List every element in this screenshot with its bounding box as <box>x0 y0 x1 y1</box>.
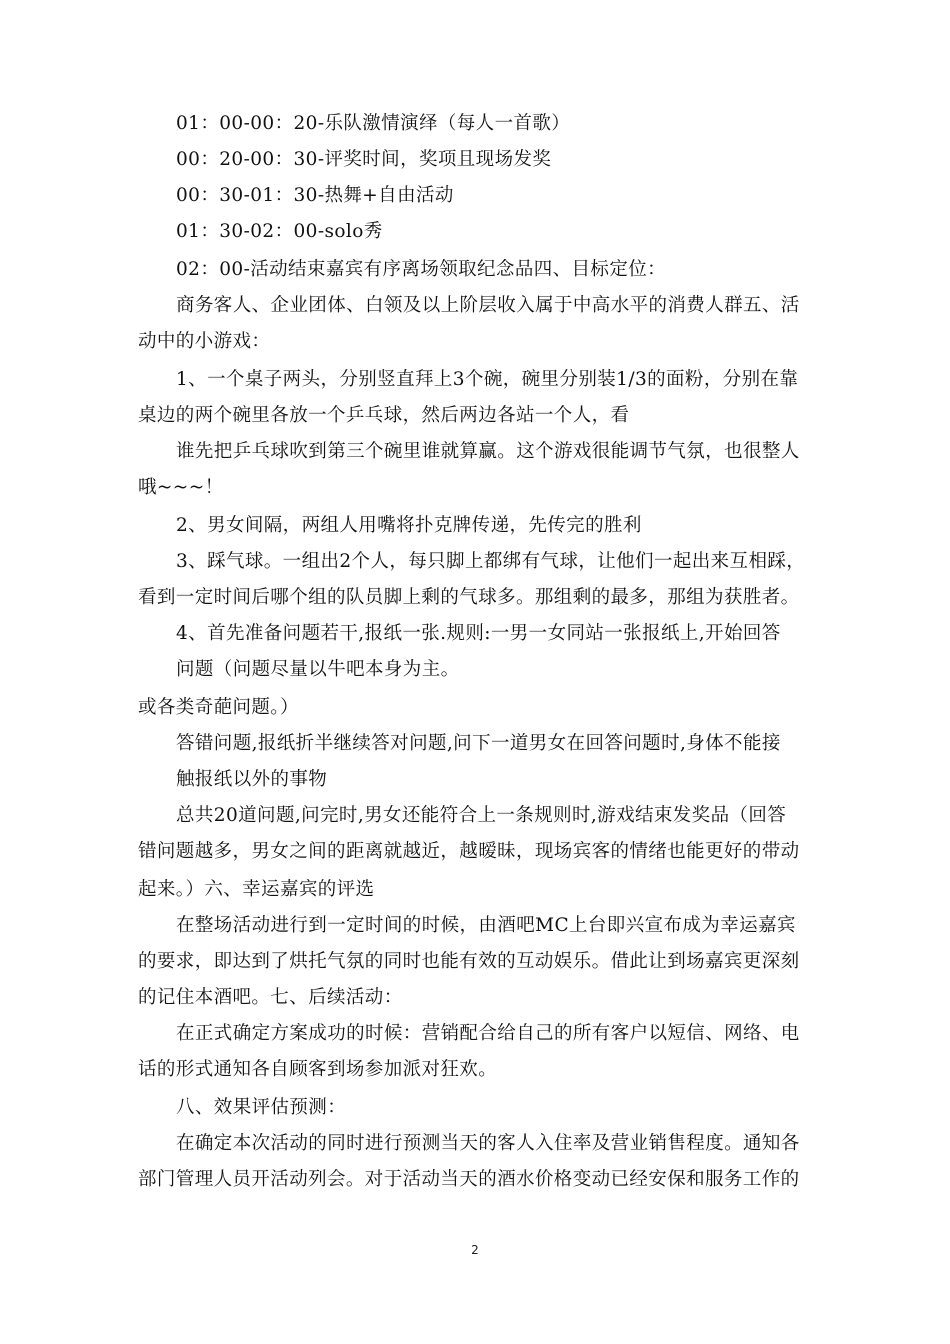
paragraph-line: 话的形式通知各自顾客到场参加派对狂欢。 <box>138 1059 498 1080</box>
paragraph-line: 起来。）六、幸运嘉宾的评选 <box>138 879 375 900</box>
paragraph-line: 在确定本次活动的同时进行预测当天的客人入住率及营业销售程度。通知各 <box>176 1133 800 1154</box>
schedule-line-awards: 00：20-00：30-评奖时间，奖项且现场发奖 <box>176 149 552 170</box>
section-heading: 八、效果评估预测： <box>176 1097 347 1118</box>
schedule-line-end: 02：00-活动结束嘉宾有序离场领取纪念品四、目标定位： <box>176 259 667 280</box>
paragraph-line: 的要求，即达到了烘托气氛的同时也能有效的互动娱乐。借此让到场嘉宾更深刻 <box>138 951 800 972</box>
paragraph-line: 部门管理人员开活动列会。对于活动当天的酒水价格变动已经安保和服务工作的 <box>138 1169 800 1190</box>
paragraph-line: 桌边的两个碗里各放一个乒乓球，然后两边各站一个人，看 <box>138 405 630 426</box>
paragraph-line: 动中的小游戏： <box>138 331 271 352</box>
paragraph-line: 答错问题,报纸折半继续答对问题,问下一道男女在回答问题时,身体不能接 <box>176 733 781 754</box>
schedule-line-dance: 00：30-01：30-热舞+自由活动 <box>176 185 454 206</box>
paragraph-line: 3、踩气球。一组出2个人，每只脚上都绑有气球，让他们一起出来互相踩， <box>176 551 806 572</box>
paragraph-line: 的记住本酒吧。七、后续活动： <box>138 987 403 1008</box>
paragraph-line: 触报纸以外的事物 <box>176 769 328 790</box>
paragraph-line: 1、一个桌子两头，分别竖直拜上3个碗，碗里分别装1/3的面粉，分别在靠 <box>176 369 799 390</box>
paragraph-line: 看到一定时间后哪个组的队员脚上剩的气球多。那组剩的最多，那组为获胜者。 <box>138 587 800 608</box>
paragraph-line: 谁先把乒乓球吹到第三个碗里谁就算赢。这个游戏很能调节气氛，也很整人 <box>176 441 800 462</box>
paragraph-line: 4、首先准备问题若干,报纸一张.规则:一男一女同站一张报纸上,开始回答 <box>176 623 781 644</box>
paragraph-line: 或各类奇葩问题。） <box>138 697 299 718</box>
paragraph-line: 问题（问题尽量以牛吧本身为主。 <box>176 659 460 680</box>
page-number: 2 <box>471 1243 479 1257</box>
paragraph-line: 在整场活动进行到一定时间的时候，由酒吧MC上台即兴宣布成为幸运嘉宾 <box>176 915 796 936</box>
schedule-line-solo: 01：30-02：00-solo秀 <box>176 221 383 242</box>
paragraph-line: 2、男女间隔，两组人用嘴将扑克牌传递，先传完的胜利 <box>176 515 642 536</box>
schedule-line-band: 01：00-00：20-乐队激情演绎（每人一首歌） <box>176 113 571 134</box>
paragraph-line: 总共20道问题,问完时,男女还能符合上一条规则时,游戏结束发奖品（回答 <box>176 805 787 826</box>
paragraph-line: 商务客人、企业团体、白领及以上阶层收入属于中高水平的消费人群五、活 <box>176 295 800 316</box>
paragraph-line: 错问题越多，男女之间的距离就越近，越暧昧，现场宾客的情绪也能更好的带动 <box>138 841 800 862</box>
paragraph-line: 哦~~~！ <box>138 477 224 498</box>
paragraph-line: 在正式确定方案成功的时候：营销配合给自己的所有客户以短信、网络、电 <box>176 1023 800 1044</box>
